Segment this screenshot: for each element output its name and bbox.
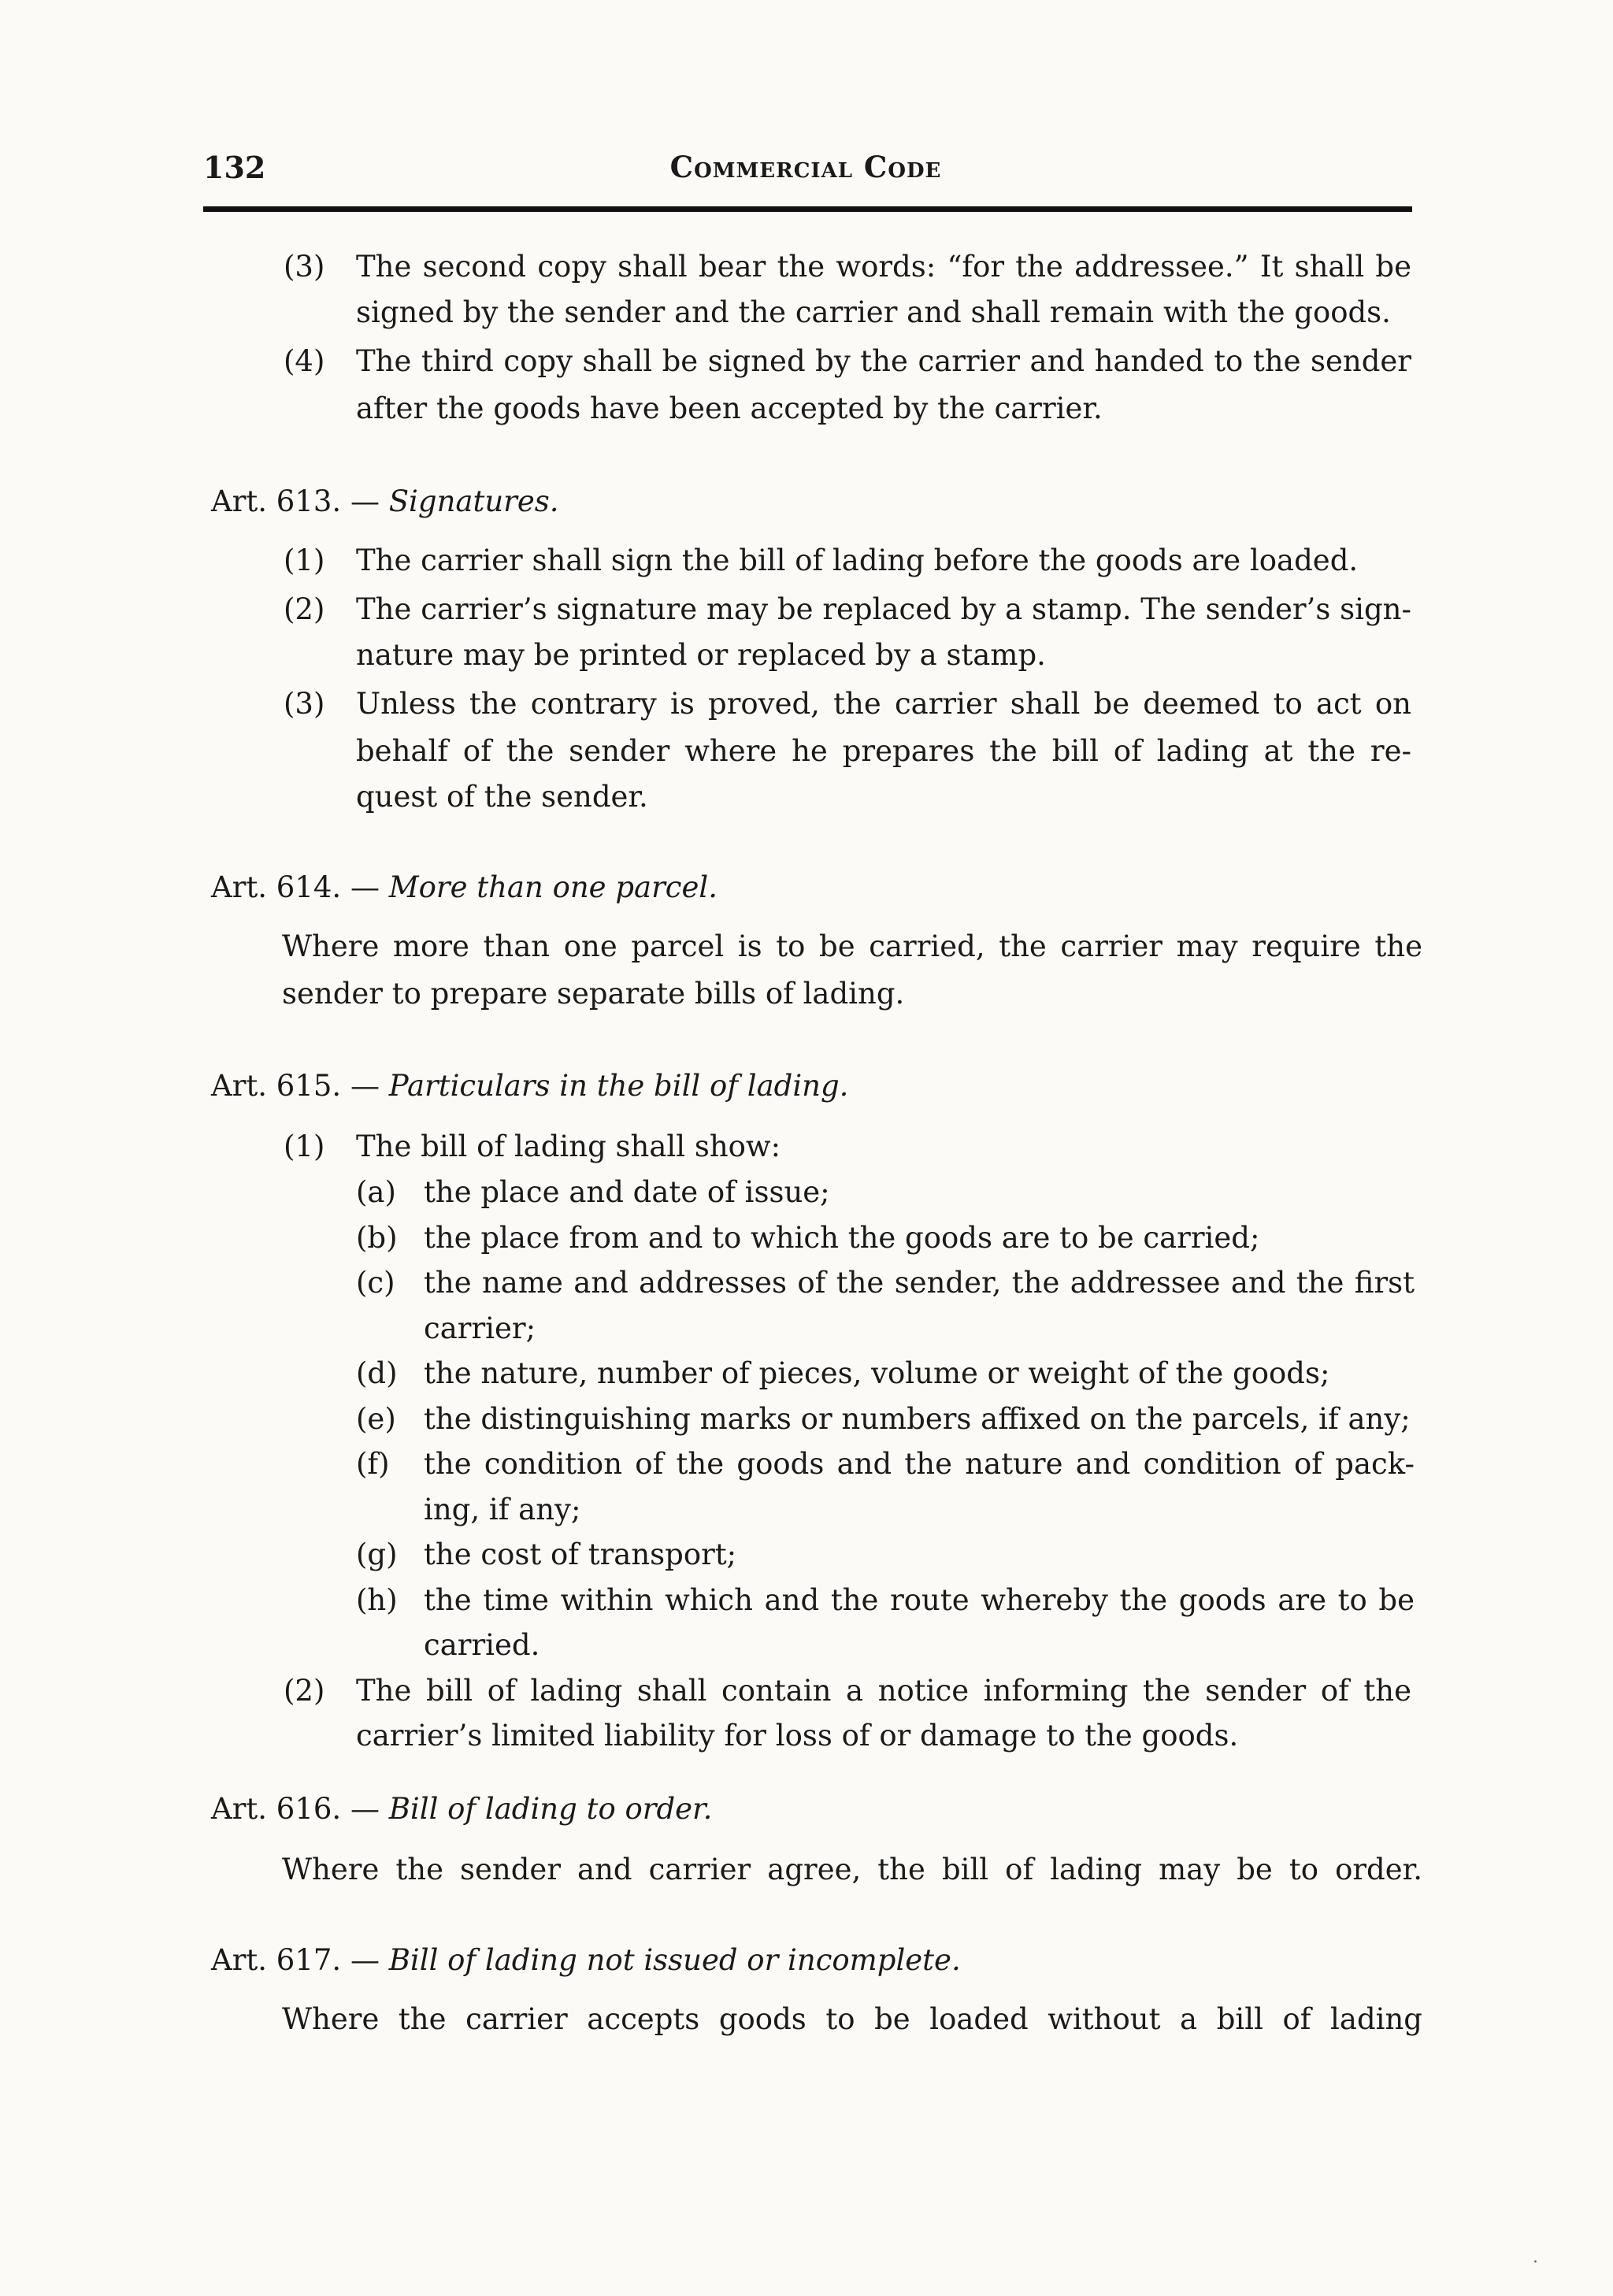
body-text-line: Where more than one parcel is to be carried, the carrier may require the xyxy=(282,929,1422,963)
body-text-line: Where the sender and carrier agree, the bill of lading may be to order. xyxy=(282,1853,1422,1886)
article-number: Art. 615. — xyxy=(211,1069,380,1103)
item-text-line: the cost of transport; xyxy=(424,1537,737,1571)
page-header xyxy=(203,150,1408,197)
article-number: Art. 616. — xyxy=(211,1792,380,1826)
article-title: Particulars in the bill of lading. xyxy=(379,1069,849,1103)
item-letter: (h) xyxy=(356,1583,398,1617)
article-title: Bill of lading to order. xyxy=(379,1792,713,1826)
paragraph-number: (2) xyxy=(284,1674,325,1708)
paragraph-text-line: carrier’s limited liability for loss of or damage to the goods. xyxy=(356,1719,1239,1753)
paragraph-text-line: signed by the sender and the carrier and shall remain with the goods. xyxy=(356,295,1391,329)
item-text-line: the nature, number of pieces, volume or weight of the goods; xyxy=(424,1356,1330,1390)
running-title: Commercial Code xyxy=(669,150,942,184)
item-text-line: ing, if any; xyxy=(424,1493,581,1526)
item-text-line: the place and date of issue; xyxy=(424,1175,830,1209)
body-text-line: sender to prepare separate bills of lading. xyxy=(282,977,905,1011)
item-letter: (g) xyxy=(356,1537,398,1571)
paragraph-text-line: The carrier’s signature may be replaced by a stamp. The sender’s sign- xyxy=(356,592,1411,626)
article-title: Bill of lading not issued or incomplete. xyxy=(379,1943,961,1977)
paragraph-text-line: The carrier shall sign the bill of lading before the goods are loaded. xyxy=(356,543,1359,577)
paragraph-number: (4) xyxy=(284,344,325,378)
article-title: Signatures. xyxy=(379,484,559,518)
item-letter: (f) xyxy=(356,1447,390,1481)
item-letter: (c) xyxy=(356,1266,395,1300)
paragraph-text-line: The bill of lading shall contain a notice informing the sender of the xyxy=(356,1674,1411,1708)
paragraph-number: (1) xyxy=(284,543,325,577)
item-text-line: carried. xyxy=(424,1628,540,1662)
paragraph-text-line: The second copy shall bear the words: “for the addressee.” It shall be xyxy=(356,250,1411,284)
item-text-line: the time within which and the route whereby the goods are to be xyxy=(424,1583,1415,1617)
article-heading xyxy=(211,1069,849,1103)
article-number: Art. 614. — xyxy=(211,870,380,904)
paragraph-text-line: after the goods have been accepted by the carrier. xyxy=(356,391,1103,425)
article-heading xyxy=(211,1945,961,1975)
paragraph-number: (2) xyxy=(284,592,325,626)
item-letter: (d) xyxy=(356,1356,398,1390)
article-number: Art. 617. — xyxy=(211,1943,380,1977)
header-rule xyxy=(203,206,1412,212)
item-text-line: the distinguishing marks or numbers affixed on the parcels, if any; xyxy=(424,1402,1411,1436)
article-heading xyxy=(211,484,559,518)
paragraph-text-line: Unless the contrary is proved, the carrier shall be deemed to act on xyxy=(356,687,1411,721)
article-title: More than one parcel. xyxy=(379,870,718,904)
article-heading xyxy=(211,1792,713,1826)
paragraph-text-line: The third copy shall be signed by the carrier and handed to the sender xyxy=(356,344,1411,378)
item-text-line: carrier; xyxy=(424,1311,536,1345)
paragraph-number: (3) xyxy=(284,687,325,721)
item-text-line: the condition of the goods and the nature and condition of pack- xyxy=(424,1447,1415,1481)
item-text-line: the place from and to which the goods are to be carried; xyxy=(424,1221,1260,1255)
body-text-line: Where the carrier accepts goods to be loaded without a bill of lading xyxy=(282,2002,1422,2036)
article-number: Art. 613. — xyxy=(211,484,380,518)
paragraph-text-line: nature may be printed or replaced by a stamp. xyxy=(356,638,1046,672)
paragraph-text-line: The bill of lading shall show: xyxy=(356,1129,781,1163)
scan-mark: · xyxy=(1533,2253,1538,2272)
item-letter: (a) xyxy=(356,1175,396,1209)
paragraph-text-line: behalf of the sender where he prepares the bill of lading at the re- xyxy=(356,734,1411,768)
page-number: 132 xyxy=(203,150,266,185)
paragraph-number: (3) xyxy=(284,250,325,284)
item-text-line: the name and addresses of the sender, the addressee and the first xyxy=(424,1266,1415,1300)
item-letter: (b) xyxy=(356,1221,398,1255)
item-letter: (e) xyxy=(356,1402,396,1436)
paragraph-number: (1) xyxy=(284,1129,325,1163)
paragraph-text-line: quest of the sender. xyxy=(356,780,648,814)
article-heading xyxy=(211,870,718,904)
